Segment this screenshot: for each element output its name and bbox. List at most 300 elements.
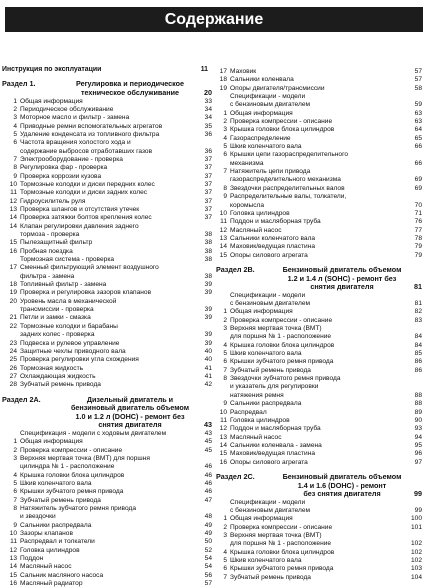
toc-entry-page: 86 <box>414 358 422 366</box>
toc-entry[interactable] <box>6 522 212 530</box>
toc-entry-page: 42 <box>204 381 212 389</box>
toc-entry-number: 17 <box>9 264 17 272</box>
toc-entry-label: Клапан регулировки давления заднего <box>20 222 139 230</box>
toc-entry[interactable] <box>216 151 422 159</box>
toc-entry[interactable] <box>216 409 422 417</box>
toc-entry-intro[interactable] <box>2 66 208 74</box>
section-number: Раздел 2А. <box>2 394 41 404</box>
toc-entry[interactable] <box>6 530 212 538</box>
toc-entry[interactable] <box>216 515 422 523</box>
toc-entry[interactable] <box>216 308 422 316</box>
section-page: 20 <box>204 87 212 97</box>
toc-entry-page: 40 <box>204 356 212 364</box>
toc-entry-label: Натяжитель зубчатого ремня привода <box>20 505 136 513</box>
toc-entry-number: 12 <box>9 546 17 554</box>
toc-entry-label: Зубчатый ремень привода <box>230 366 311 374</box>
toc-entry-number: 13 <box>219 234 227 242</box>
toc-entry-number: 11 <box>220 218 227 226</box>
toc-entry[interactable] <box>216 185 422 193</box>
toc-entry-number: 6 <box>223 151 227 159</box>
toc-entry-number: 9 <box>13 172 17 180</box>
toc-entry-page: 46 <box>204 471 212 479</box>
toc-entry-label: Поддон и масляборная труба <box>230 218 321 226</box>
toc-entry-page: 41 <box>204 372 212 380</box>
toc-entry-number: 27 <box>9 372 17 380</box>
toc-entry-label: Зубчатый ремень привода <box>20 381 101 389</box>
toc-entry[interactable] <box>6 223 212 231</box>
toc-entry-number: 10 <box>9 530 17 538</box>
toc-entry-label: с бензиновым двигателем <box>230 507 311 515</box>
toc-entry-page: 54 <box>204 555 212 563</box>
toc-entry-number: 9 <box>223 400 227 408</box>
toc-entry-page: 99 <box>414 507 422 515</box>
toc-entry-page: 97 <box>414 458 422 466</box>
toc-entry-number: 7 <box>223 366 227 374</box>
toc-entry-label: с бензиновым двигателем <box>230 101 311 109</box>
contents-title: Содержание <box>164 11 264 28</box>
toc-entry-page: 54 <box>204 563 212 571</box>
toc-entry[interactable] <box>216 68 422 76</box>
toc-entry-number: 18 <box>219 76 227 84</box>
toc-entry-label: Головка цилиндров <box>20 546 80 554</box>
toc-entry-label: фильтра - замена <box>20 272 75 280</box>
toc-entry[interactable] <box>216 85 422 93</box>
toc-entry-page: 56 <box>204 571 212 579</box>
toc-entry-label: Удаление конденсата из топливного фильтра <box>20 130 160 138</box>
toc-entry[interactable] <box>6 438 212 446</box>
toc-entry-label: Крышки зубчатого ремня привода <box>230 358 334 366</box>
toc-entry[interactable] <box>6 106 212 114</box>
toc-entry-label: Уровень масла в механической <box>20 297 117 305</box>
toc-entry-number: 1 <box>13 438 17 446</box>
toc-entry-label: натяжения ремня <box>230 391 284 399</box>
toc-entry-page: 81 <box>414 300 422 308</box>
toc-entry-number: 12 <box>9 197 17 205</box>
toc-entry-label: Топливный фильтр - замена <box>20 281 107 289</box>
toc-entry-label: для поршня № 1 - расположение <box>230 540 332 548</box>
toc-entry-label: Инструкция по эксплуатации <box>2 66 102 73</box>
toc-entry-page: 39 <box>204 331 212 339</box>
toc-entry-page: 93 <box>414 425 422 433</box>
toc-entry[interactable] <box>216 358 422 366</box>
toc-entry[interactable] <box>216 292 422 300</box>
toc-entry-page: 37 <box>204 164 212 172</box>
toc-entry[interactable] <box>6 281 212 289</box>
toc-entry[interactable] <box>216 434 422 442</box>
toc-entry-label: Шкив коленчатого вала <box>20 480 92 487</box>
toc-entry[interactable] <box>216 499 422 507</box>
toc-entry-label: с бензиновым двигателем <box>230 300 311 308</box>
toc-entry[interactable] <box>6 323 212 331</box>
toc-entry[interactable] <box>6 164 212 172</box>
toc-entry-label: Верхняя мертвая точка (ВМТ) для поршня <box>20 454 150 462</box>
contents-header <box>5 7 423 32</box>
section-2a-list <box>6 430 212 588</box>
section-2c-heading[interactable] <box>216 473 422 499</box>
toc-entry[interactable] <box>216 176 422 184</box>
toc-entry-label: Общая информация <box>230 515 293 523</box>
toc-entry-page: 88 <box>414 400 422 408</box>
toc-entry-page: 38 <box>204 239 212 247</box>
toc-entry[interactable] <box>216 532 422 540</box>
toc-entry[interactable] <box>6 298 212 306</box>
toc-entry[interactable] <box>6 148 212 156</box>
toc-entry[interactable] <box>216 375 422 383</box>
toc-entry-number: 24 <box>9 347 17 355</box>
toc-entry-page: 49 <box>204 530 212 538</box>
toc-entry-page: 39 <box>204 306 212 314</box>
toc-entry-page: 100 <box>410 515 422 523</box>
toc-entry-label: коромысла <box>230 201 265 209</box>
toc-entry-number: 18 <box>9 281 17 289</box>
toc-entry[interactable] <box>216 210 422 218</box>
toc-entry[interactable] <box>6 314 212 322</box>
section-title-line: Бензиновый двигатель объемом <box>282 264 402 274</box>
toc-entry[interactable] <box>6 538 212 546</box>
toc-entry-label: Тормозная жидкость <box>20 364 84 372</box>
toc-entry-number: 4 <box>223 548 227 556</box>
toc-entry[interactable] <box>216 252 422 260</box>
section-number: Раздел 1. <box>2 79 36 89</box>
toc-entry-label: Проверка шлангов и отсутствия утечек <box>20 206 140 213</box>
toc-entry-label: Сальники коленчатого вала <box>230 234 316 242</box>
toc-entry-number: 11 <box>10 538 17 546</box>
toc-entry-number: 8 <box>13 164 17 172</box>
toc-entry-number: 4 <box>13 122 17 130</box>
toc-entry-label: Спецификации - модели <box>230 291 306 299</box>
section-title-line: Бензиновый двигатель объемом <box>282 471 402 481</box>
toc-entry[interactable] <box>216 459 422 467</box>
toc-entry-page: 79 <box>414 243 422 251</box>
toc-entry-number: 15 <box>9 239 17 247</box>
section-page: 99 <box>414 489 422 499</box>
toc-entry-number: 13 <box>9 555 17 563</box>
toc-entry-page: 46 <box>204 480 212 487</box>
toc-entry-number: 11 <box>220 416 227 424</box>
toc-entry-number: 5 <box>223 557 227 565</box>
toc-entry-label: Проверка и регулировка зазоров клапанов <box>20 289 152 297</box>
toc-entry-number: 3 <box>13 114 17 122</box>
toc-entry-page: 102 <box>410 548 422 556</box>
toc-entry-label: Общая информация <box>20 438 83 446</box>
toc-entry[interactable] <box>6 455 212 463</box>
toc-entry[interactable] <box>216 160 422 168</box>
toc-entry[interactable] <box>216 101 422 109</box>
toc-entry[interactable] <box>6 114 212 122</box>
toc-entry-number: 10 <box>9 180 17 188</box>
toc-entry-label: Сальники распредвала <box>230 400 302 408</box>
toc-entry[interactable] <box>6 356 212 364</box>
toc-entry-page: 45 <box>204 438 212 446</box>
toc-entry-label: Головка цилиндров <box>230 209 290 217</box>
toc-entry-label: Спецификация - модели с ходовым двигателем <box>20 429 167 437</box>
toc-entry-label: Электрооборудование - проверка <box>20 155 123 163</box>
toc-entry-label: Шкив коленчатого вала <box>230 350 302 358</box>
toc-entry-number: 7 <box>223 168 227 176</box>
toc-entry[interactable] <box>216 235 422 243</box>
toc-entry-page: 57 <box>414 76 422 84</box>
toc-entry-number: 7 <box>13 155 17 163</box>
section-2b-heading[interactable] <box>216 266 422 292</box>
toc-entry-page: 43 <box>204 429 212 437</box>
toc-entry-page: 41 <box>204 364 212 372</box>
toc-entry-label: Крышки цепи газораспределительного <box>230 151 348 159</box>
toc-entry-number: 9 <box>223 193 227 201</box>
toc-entry[interactable] <box>6 497 212 505</box>
toc-entry[interactable] <box>6 513 212 521</box>
toc-entry-label: Тормозные колодки и диски задних колес <box>20 189 148 197</box>
toc-entry-number: 6 <box>223 358 227 366</box>
toc-entry[interactable] <box>6 340 212 348</box>
toc-entry-label: Опоры силового агрегата <box>230 251 308 259</box>
toc-entry[interactable] <box>216 193 422 201</box>
toc-entry[interactable] <box>216 333 422 341</box>
toc-entry-label: Головка цилиндров <box>230 416 290 424</box>
toc-entry-page: 39 <box>204 281 212 289</box>
toc-entry-number: 19 <box>219 84 227 92</box>
section-title-line: бензиновый двигатель объемом <box>70 403 190 413</box>
toc-entry[interactable] <box>6 181 212 189</box>
toc-entry-number: 1 <box>223 308 227 316</box>
toc-entry-page: 52 <box>204 546 212 554</box>
toc-entry[interactable] <box>6 123 212 131</box>
toc-entry[interactable] <box>216 135 422 143</box>
toc-entry[interactable] <box>6 447 212 455</box>
toc-entry[interactable] <box>6 98 212 106</box>
toc-entry-page: 38 <box>204 231 212 239</box>
toc-entry-number: 6 <box>13 488 17 496</box>
toc-entry-number: 6 <box>13 139 17 147</box>
toc-entry[interactable] <box>6 173 212 181</box>
toc-entry-page: 33 <box>204 97 212 105</box>
toc-entry[interactable] <box>6 198 212 206</box>
toc-entry[interactable] <box>216 524 422 532</box>
toc-entry[interactable] <box>6 381 212 389</box>
toc-entry-page: 95 <box>414 441 422 449</box>
toc-entry[interactable] <box>216 425 422 433</box>
toc-entry-page: 63 <box>414 118 422 126</box>
section-1-heading[interactable] <box>2 80 212 97</box>
toc-entry[interactable] <box>6 264 212 272</box>
toc-entry[interactable] <box>6 547 212 555</box>
toc-entry-page: 79 <box>414 251 422 259</box>
toc-entry-page: 46 <box>204 488 212 496</box>
toc-entry-label: цилиндра № 1 - расположение <box>20 463 115 471</box>
toc-entry[interactable] <box>6 348 212 356</box>
toc-entry[interactable] <box>216 400 422 408</box>
toc-entry[interactable] <box>216 383 422 391</box>
toc-entry[interactable] <box>216 317 422 325</box>
toc-entry-number: 7 <box>13 496 17 504</box>
toc-entry[interactable] <box>216 110 422 118</box>
toc-entry[interactable] <box>6 189 212 197</box>
toc-entry-number: 3 <box>223 126 227 134</box>
toc-entry-number: 8 <box>13 505 17 513</box>
toc-entry-number: 5 <box>13 480 17 487</box>
toc-entry[interactable] <box>216 367 422 375</box>
toc-entry-number: 15 <box>219 450 227 458</box>
toc-entry-label: Распределительные валы, толкатели, <box>230 193 347 201</box>
toc-entry[interactable] <box>6 214 212 222</box>
toc-entry[interactable] <box>6 131 212 139</box>
right-column <box>216 68 422 582</box>
toc-entry-page: 83 <box>414 316 422 324</box>
toc-entry-label: для поршня № 1 - расположение <box>230 333 332 341</box>
toc-entry-label: и указатель для регулировки <box>230 383 319 391</box>
toc-entry-number: 2 <box>223 316 227 324</box>
toc-entry[interactable] <box>6 463 212 471</box>
toc-entry-number: 10 <box>219 408 227 416</box>
toc-entry[interactable] <box>216 342 422 350</box>
toc-entry[interactable] <box>216 450 422 458</box>
toc-entry-label: Общая информация <box>230 109 293 117</box>
toc-entry-number: 19 <box>9 289 17 297</box>
toc-entry[interactable] <box>216 549 422 557</box>
toc-entry-page: 64 <box>414 126 422 134</box>
toc-entry[interactable] <box>6 488 212 496</box>
toc-entry-page: 36 <box>204 130 212 138</box>
toc-entry[interactable] <box>6 580 212 588</box>
toc-entry[interactable] <box>6 331 212 339</box>
section-page: 81 <box>414 282 422 292</box>
toc-entry[interactable] <box>216 392 422 400</box>
toc-entry-page: 37 <box>204 214 212 222</box>
toc-entry-number: 5 <box>223 143 227 151</box>
toc-entry-label: Масляный насос <box>230 433 282 441</box>
toc-entry-label: Тормозная система - проверка <box>20 256 115 264</box>
toc-entry[interactable] <box>216 76 422 84</box>
toc-entry-label: Звездочки зубчатого ремня привода <box>230 375 341 383</box>
section-2a-heading[interactable] <box>2 396 212 430</box>
toc-entry-label: Проверка компрессии - описание <box>230 316 333 324</box>
toc-entry-label: Приводные ремни вспомогательных агрегатов <box>20 122 163 130</box>
toc-entry-label: Зазоры клапанов <box>20 530 73 538</box>
toc-entry-number: 2 <box>223 118 227 126</box>
toc-entry-page: 48 <box>204 513 212 521</box>
toc-entry[interactable] <box>216 325 422 333</box>
toc-entry[interactable] <box>6 572 212 580</box>
toc-entry-label: Опоры силового агрегата <box>230 458 308 466</box>
toc-entry-number: 14 <box>9 214 17 222</box>
toc-entry[interactable] <box>6 472 212 480</box>
toc-entry-page: 39 <box>204 339 212 347</box>
toc-entry-number: 4 <box>13 471 17 479</box>
toc-entry[interactable] <box>216 218 422 226</box>
toc-entry-label: Подвеска и рулевое управление <box>20 339 120 347</box>
toc-entry-label: Масляный насос <box>230 226 282 234</box>
toc-entry-label: Спецификации - модели <box>230 93 306 101</box>
toc-entry[interactable] <box>6 563 212 571</box>
toc-entry[interactable] <box>216 243 422 251</box>
toc-entry[interactable] <box>216 143 422 151</box>
toc-entry-label: Зубчатый ремень привода <box>20 496 101 504</box>
toc-entry-page: 102 <box>410 557 422 565</box>
toc-entry-label: Крышка головки блока цилиндров <box>230 126 335 134</box>
section-title-line: Дизельный двигатель и <box>86 394 174 404</box>
toc-entry-page: 38 <box>204 247 212 255</box>
toc-entry[interactable] <box>6 139 212 147</box>
toc-entry-number: 4 <box>223 341 227 349</box>
toc-entry-page: 85 <box>414 350 422 358</box>
toc-entry-label: Натяжитель цепи привода <box>230 168 311 176</box>
toc-entry-number: 14 <box>9 222 17 230</box>
toc-entry-label: Шкив коленчатого вала <box>230 143 302 151</box>
toc-entry-page: 96 <box>414 450 422 458</box>
toc-entry-label: Петли и замки - смазка <box>20 314 91 322</box>
toc-entry-label: и звездочки <box>20 513 56 521</box>
toc-entry-label: Защитные чехлы приводного вала <box>20 347 126 355</box>
toc-entry-number: 17 <box>219 68 227 75</box>
toc-entry[interactable] <box>6 373 212 381</box>
toc-entry-label: Поддон и масляборная труба <box>230 425 321 433</box>
toc-entry-label: Спецификации - модели <box>230 498 306 506</box>
toc-entry-label: Крышка головки блока цилиндров <box>20 471 125 479</box>
toc-entry[interactable] <box>6 289 212 297</box>
toc-entry-page: 37 <box>204 206 212 213</box>
toc-entry-number: 25 <box>9 356 17 364</box>
toc-entry-label: Проверка компрессии - описание <box>230 523 333 531</box>
section-page: 43 <box>204 420 212 430</box>
toc-entry-page: 94 <box>414 433 422 441</box>
toc-entry-number: 26 <box>9 364 17 372</box>
section-title-line: снятия двигателя <box>98 420 162 430</box>
toc-entry[interactable] <box>6 156 212 164</box>
toc-entry[interactable] <box>6 365 212 373</box>
toc-entry[interactable] <box>216 227 422 235</box>
toc-entry-number: 21 <box>9 314 17 322</box>
toc-entry[interactable] <box>6 306 212 314</box>
toc-entry-number: 12 <box>219 425 227 433</box>
toc-entry-label: Гидроусилитель руля <box>20 197 86 205</box>
toc-entry[interactable] <box>216 202 422 210</box>
toc-entry[interactable] <box>216 417 422 425</box>
toc-entry[interactable] <box>216 540 422 548</box>
toc-entry[interactable] <box>216 442 422 450</box>
section-2b-list <box>216 292 422 467</box>
toc-entry-page: 57 <box>204 580 212 588</box>
toc-entry-page: 70 <box>414 201 422 209</box>
toc-entry-page: 76 <box>414 218 422 226</box>
toc-entry-label: Крышка головки блока цилиндров <box>230 341 335 349</box>
toc-entry-page: 46 <box>204 463 212 471</box>
toc-entry-label: Опоры двигателя/трансмиссии <box>230 84 325 92</box>
toc-entry-label: Поддон <box>20 555 44 563</box>
toc-entry-number: 3 <box>223 325 227 333</box>
toc-entry-page: 69 <box>414 184 422 192</box>
toc-entry[interactable] <box>6 273 212 281</box>
toc-entry-number: 22 <box>9 322 17 330</box>
toc-entry-label: Распредвал и толкатели <box>20 538 95 546</box>
toc-entry-page: 37 <box>204 180 212 188</box>
toc-entry-page: 66 <box>414 159 422 167</box>
toc-entry-number: 15 <box>9 571 17 579</box>
toc-entry-page: 40 <box>204 347 212 355</box>
toc-entry[interactable] <box>216 574 422 582</box>
toc-entry-number: 5 <box>223 350 227 358</box>
section-number: Раздел 2С. <box>216 471 255 481</box>
toc-entry[interactable] <box>216 168 422 176</box>
section-title-line: Регулировка и периодическое <box>75 79 185 89</box>
toc-entry-page: 39 <box>204 314 212 322</box>
toc-entry[interactable] <box>6 248 212 256</box>
toc-entry[interactable] <box>6 239 212 247</box>
toc-entry-label: Проверка регулировки угла схождения <box>20 356 139 364</box>
toc-entry[interactable] <box>216 126 422 134</box>
toc-entry-number: 5 <box>13 130 17 138</box>
toc-entry[interactable] <box>6 505 212 513</box>
toc-entry-label: газораспределительного механизма <box>230 176 341 184</box>
toc-entry-page: 63 <box>414 109 422 117</box>
